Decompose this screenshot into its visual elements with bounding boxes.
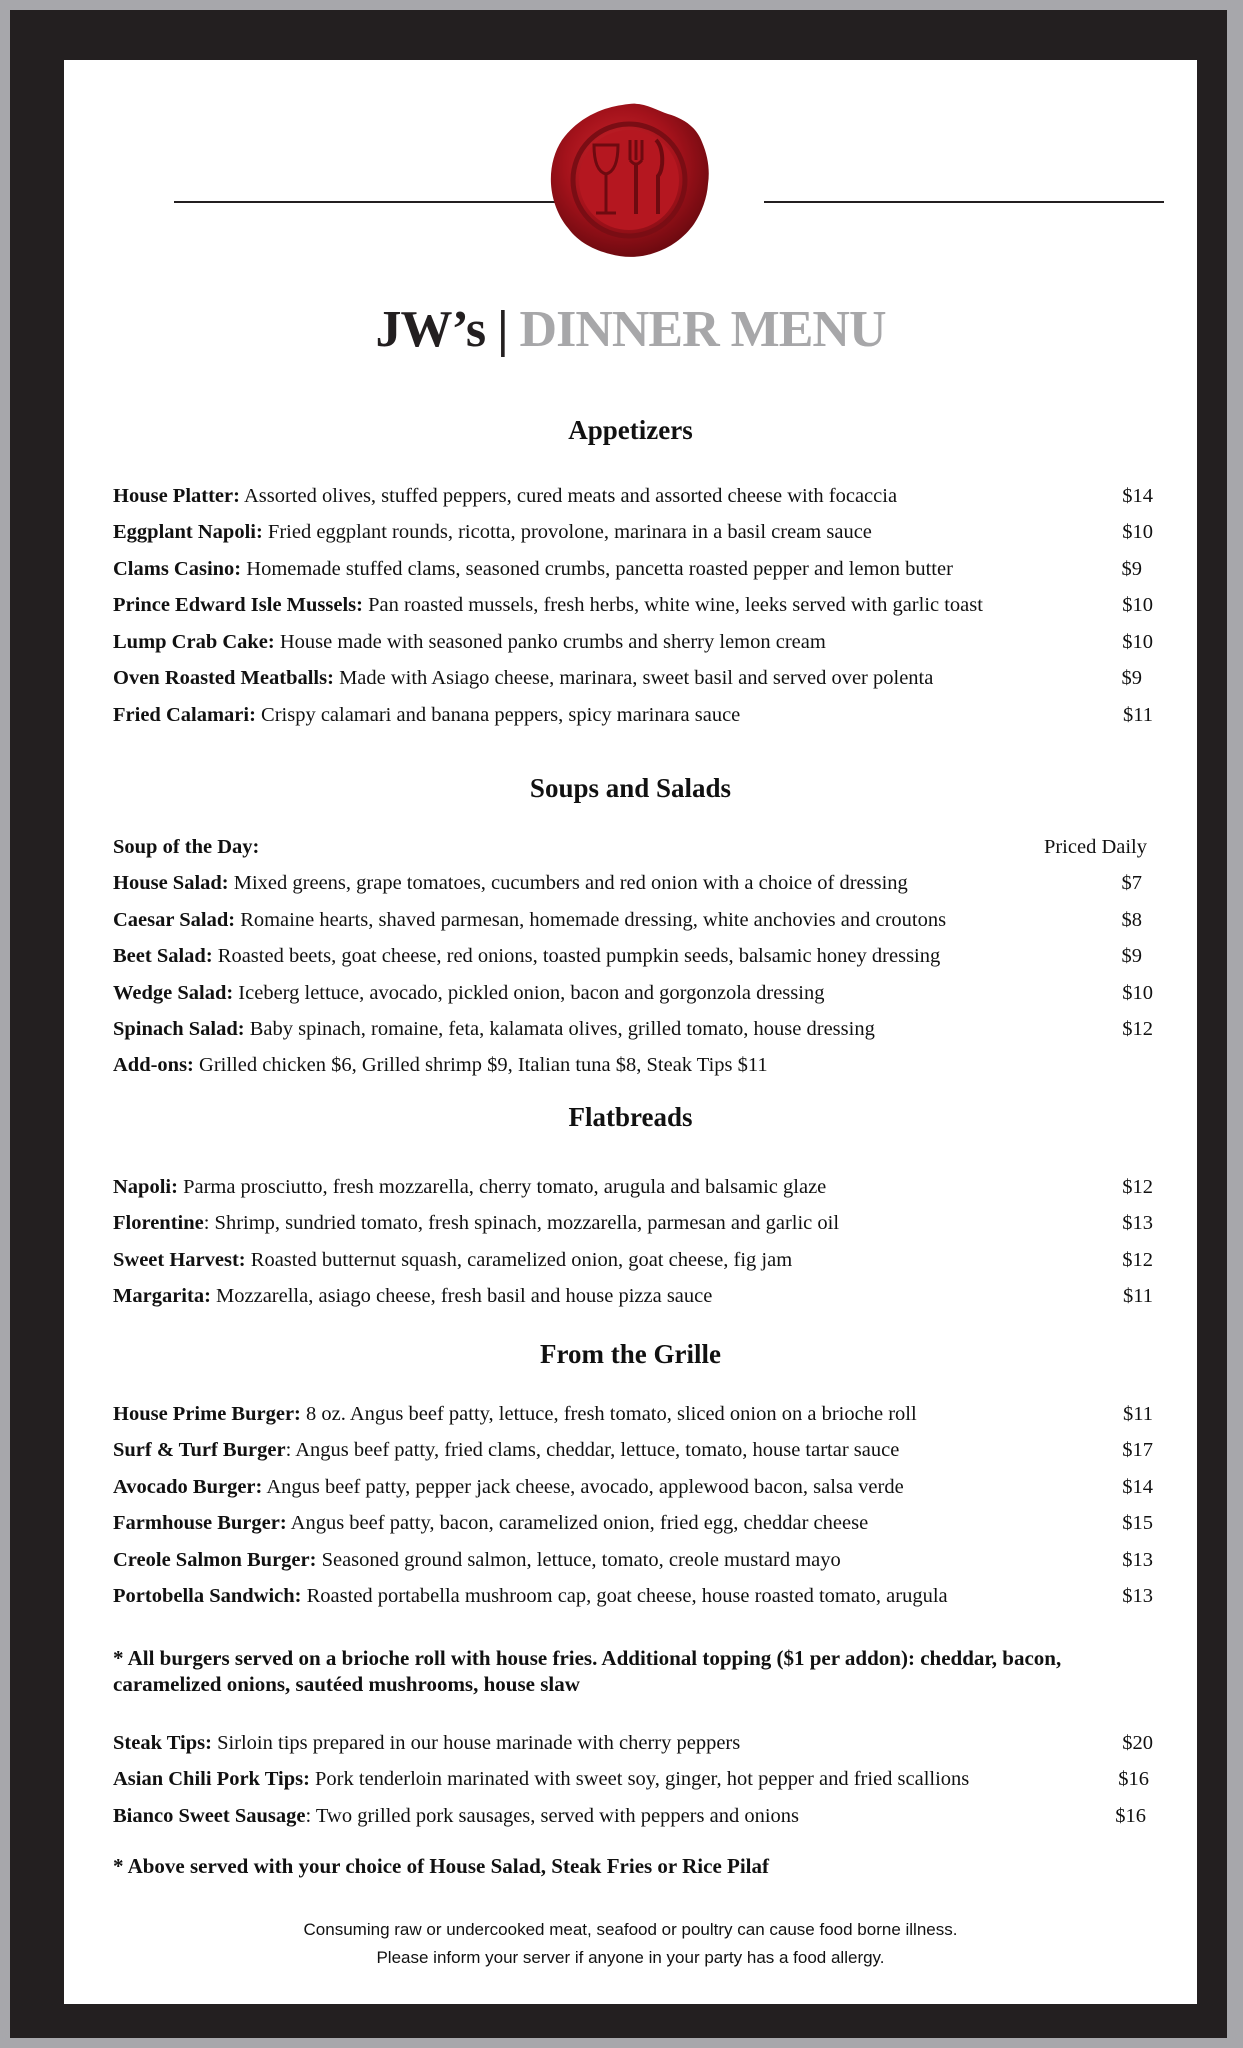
item-price: Priced Daily bbox=[1043, 836, 1147, 858]
item-price: $16 bbox=[1118, 1768, 1149, 1790]
item-price: $12 bbox=[1122, 1176, 1153, 1198]
section-title-soups-salads: Soups and Salads bbox=[529, 773, 732, 803]
menu-item: Soup of the Day: Priced Daily bbox=[113, 830, 1153, 864]
item-price: $7 bbox=[1121, 872, 1142, 894]
menu-title bbox=[64, 300, 1197, 359]
item-price: $12 bbox=[1122, 1249, 1153, 1271]
menu-item: Oven Roasted Meatballs: Made with Asiago cheese, marinara, sweet basil and served over polenta $9 bbox=[113, 661, 1153, 695]
item-price: $17 bbox=[1122, 1439, 1153, 1461]
allergy-disclaimer: Please inform your server if anyone in your party has a food allergy. bbox=[376, 1948, 885, 1967]
menu-item: House Prime Burger: 8 oz. Angus beef patty, lettuce, fresh tomato, sliced onion on a brioche roll $11 bbox=[113, 1397, 1153, 1431]
menu-item: Margarita: Mozzarella, asiago cheese, fresh basil and house pizza sauce $11 bbox=[113, 1279, 1153, 1313]
item-price: $15 bbox=[1122, 1512, 1153, 1534]
item-price: $10 bbox=[1122, 631, 1153, 653]
wax-seal-icon bbox=[544, 100, 714, 260]
section-title-flatbreads: Flatbreads bbox=[568, 1102, 693, 1132]
menu-item: Sweet Harvest: Roasted butternut squash, caramelized onion, goat cheese, fig jam $12 bbox=[113, 1243, 1153, 1277]
menu-item: Portobella Sandwich: Roasted portabella mushroom cap, goat cheese, house roasted tomato, arugula $13 bbox=[113, 1579, 1153, 1613]
item-price: $11 bbox=[1123, 1285, 1153, 1307]
menu-item: Beet Salad: Roasted beets, goat cheese, red onions, toasted pumpkin seeds, balsamic honey dressing $9 bbox=[113, 939, 1153, 973]
menu-item: Surf & Turf Burger: Angus beef patty, fried clams, cheddar, lettuce, tomato, house tartar sauce $17 bbox=[113, 1433, 1153, 1467]
item-price: $16 bbox=[1115, 1805, 1146, 1827]
burger-note: * All burgers served on a brioche roll with house fries. Additional topping ($1 per addon): cheddar, bacon, caramelized onions, sautéed mushrooms, house slaw bbox=[113, 1646, 1062, 1696]
item-price: $13 bbox=[1122, 1212, 1153, 1234]
item-price: $11 bbox=[1123, 1403, 1153, 1425]
section-title-appetizers: Appetizers bbox=[568, 415, 693, 445]
menu-item: Asian Chili Pork Tips: Pork tenderloin marinated with sweet soy, ginger, hot pepper and fried scallions $16 bbox=[113, 1762, 1153, 1796]
menu-item: Steak Tips: Sirloin tips prepared in our house marinade with cherry peppers $20 bbox=[113, 1726, 1153, 1760]
menu-item: House Platter: Assorted olives, stuffed peppers, cured meats and assorted cheese with focaccia $14 bbox=[113, 479, 1153, 513]
header-rule-right bbox=[764, 201, 1164, 203]
header-rule-left bbox=[174, 201, 604, 203]
menu-item: House Salad: Mixed greens, grape tomatoes, cucumbers and red onion with a choice of dressing $7 bbox=[113, 866, 1153, 900]
mains-note: * Above served with your choice of House Salad, Steak Fries or Rice Pilaf bbox=[113, 1854, 770, 1878]
item-price: $13 bbox=[1122, 1549, 1153, 1571]
item-price: $10 bbox=[1122, 521, 1153, 543]
item-price: $14 bbox=[1122, 485, 1153, 507]
food-safety-disclaimer: Consuming raw or undercooked meat, seafood or poultry can cause food borne illness. bbox=[303, 1920, 958, 1939]
item-price: $11 bbox=[1123, 704, 1153, 726]
item-price: $10 bbox=[1122, 594, 1153, 616]
item-price: $9 bbox=[1121, 558, 1142, 580]
title-separator: | bbox=[497, 301, 508, 358]
menu-item: Napoli: Parma prosciutto, fresh mozzarella, cherry tomato, arugula and balsamic glaze $12 bbox=[113, 1170, 1153, 1204]
brand-name: JW’s bbox=[375, 301, 486, 358]
section-title-grille: From the Grille bbox=[540, 1339, 721, 1369]
menu-item: Avocado Burger: Angus beef patty, pepper jack cheese, avocado, applewood bacon, salsa verde $14 bbox=[113, 1470, 1153, 1504]
menu-item: Prince Edward Isle Mussels: Pan roasted mussels, fresh herbs, white wine, leeks served with garlic toast $10 bbox=[113, 588, 1153, 622]
menu-item: Creole Salmon Burger: Seasoned ground salmon, lettuce, tomato, creole mustard mayo $13 bbox=[113, 1543, 1153, 1577]
item-price: $9 bbox=[1121, 945, 1142, 967]
menu-item: Bianco Sweet Sausage: Two grilled pork sausages, served with peppers and onions $16 bbox=[113, 1799, 1153, 1833]
menu-item: Florentine: Shrimp, sundried tomato, fresh spinach, mozzarella, parmesan and garlic oil $13 bbox=[113, 1206, 1153, 1240]
item-price: $12 bbox=[1122, 1018, 1153, 1040]
menu-item: Clams Casino: Homemade stuffed clams, seasoned crumbs, pancetta roasted pepper and lemon butter $9 bbox=[113, 552, 1153, 586]
item-price: $14 bbox=[1122, 1476, 1153, 1498]
item-price: $20 bbox=[1122, 1732, 1153, 1754]
menu-item: Fried Calamari: Crispy calamari and banana peppers, spicy marinara sauce $11 bbox=[113, 698, 1153, 732]
menu-subtitle: DINNER MENU bbox=[519, 301, 886, 358]
menu-item: Lump Crab Cake: House made with seasoned panko crumbs and sherry lemon cream $10 bbox=[113, 625, 1153, 659]
item-price: $8 bbox=[1121, 909, 1142, 931]
menu-frame bbox=[10, 10, 1227, 2038]
item-price: $9 bbox=[1121, 667, 1142, 689]
menu-item: Farmhouse Burger: Angus beef patty, bacon, caramelized onion, fried egg, cheddar cheese $15 bbox=[113, 1506, 1153, 1540]
menu-item: Spinach Salad: Baby spinach, romaine, feta, kalamata olives, grilled tomato, house dressing $12 bbox=[113, 1012, 1153, 1046]
menu-item-add-ons: Add-ons: Grilled chicken $6, Grilled shrimp $9, Italian tuna $8, Steak Tips $11 bbox=[113, 1054, 768, 1076]
menu-item: Caesar Salad: Romaine hearts, shaved parmesan, homemade dressing, white anchovies and croutons $8 bbox=[113, 903, 1153, 937]
item-price: $10 bbox=[1122, 982, 1153, 1004]
menu-item: Eggplant Napoli: Fried eggplant rounds, ricotta, provolone, marinara in a basil cream sauce $10 bbox=[113, 515, 1153, 549]
menu-item: Wedge Salad: Iceberg lettuce, avocado, pickled onion, bacon and gorgonzola dressing $10 bbox=[113, 976, 1153, 1010]
menu-page bbox=[64, 60, 1197, 2004]
item-price: $13 bbox=[1122, 1585, 1153, 1607]
